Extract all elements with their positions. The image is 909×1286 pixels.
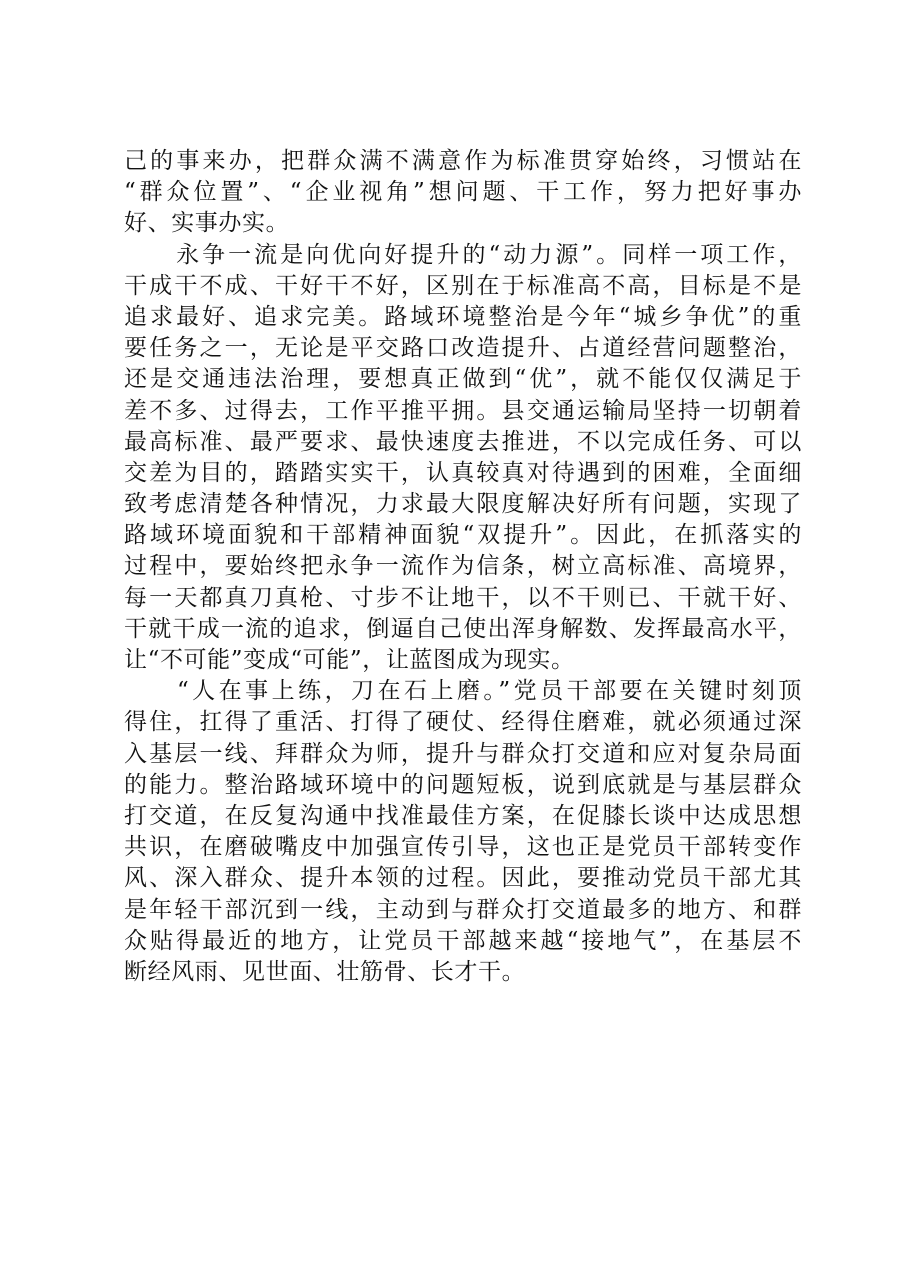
text-line: 打交道，在反复沟通中找准最佳方案，在促膝长谈中达成思想	[124, 802, 802, 829]
text-line: 入基层一线、拜群众为师，提升与群众打交道和应对复杂局面	[124, 740, 802, 767]
text-line: 最高标准、最严要求、最快速度去推进，不以完成任务、可以	[124, 428, 802, 455]
text-line: 让“不可能”变成“可能”，让蓝图成为现实。	[124, 647, 575, 673]
text-line: 断经风雨、见世面、壮筋骨、长才干。	[124, 958, 526, 985]
text-line: 要任务之一，无论是平交路口改造提升、占道经营问题整治，	[124, 335, 802, 362]
text-line: 永争一流是向优向好提升的“动力源”。同样一项工作，	[124, 241, 802, 268]
text-line: 风、深入群众、提升本领的过程。因此，要推动党员干部尤其	[124, 865, 802, 892]
text-line: 路域环境面貌和干部精神面貌“双提升”。因此，在抓落实的	[124, 522, 802, 549]
text-line: 得住，扛得了重活、打得了硬仗、经得住磨难，就必须通过深	[124, 709, 802, 736]
body-text	[124, 146, 802, 988]
text-line: “群众位置”、“企业视角”想问题、干工作，努力把好事办	[124, 179, 802, 206]
text-line: 交差为目的，踏踏实实干，认真较真对待遇到的困难，全面细	[124, 459, 802, 486]
text-line: 是年轻干部沉到一线，主动到与群众打交道最多的地方、和群	[124, 896, 802, 923]
text-line: 追求最好、追求完美。路域环境整治是今年“城乡争优”的重	[124, 303, 802, 330]
text-line: 干就干成一流的追求，倒逼自己使出浑身解数、发挥最高水平，	[124, 615, 802, 642]
text-line: 好、实事办实。	[124, 210, 290, 237]
text-line: 每一天都真刀真枪、寸步不让地干，以不干则已、干就干好、	[124, 584, 802, 611]
text-line: 共识，在磨破嘴皮中加强宣传引导，这也正是党员干部转变作	[124, 834, 802, 861]
text-line: 过程中，要始终把永争一流作为信条，树立高标准、高境界，	[124, 553, 802, 580]
text-line: 差不多、过得去，工作平推平拥。县交通运输局坚持一切朝着	[124, 397, 802, 424]
text-line: “人在事上练，刀在石上磨。”党员干部要在关键时刻顶	[124, 678, 802, 705]
text-line: 的能力。整治路域环境中的问题短板，说到底就是与基层群众	[124, 771, 802, 798]
text-line: 致考虑清楚各种情况，力求最大限度解决好所有问题，实现了	[124, 491, 802, 518]
text-line: 己的事来办，把群众满不满意作为标准贯穿始终，习惯站在	[124, 148, 802, 174]
text-line: 还是交通违法治理，要想真正做到“优”，就不能仅仅满足于	[124, 366, 802, 393]
text-line: 众贴得最近的地方，让党员干部越来越“接地气”，在基层不	[124, 927, 802, 954]
text-line: 干成干不成、干好干不好，区别在于标准高不高，目标是不是	[124, 272, 802, 299]
